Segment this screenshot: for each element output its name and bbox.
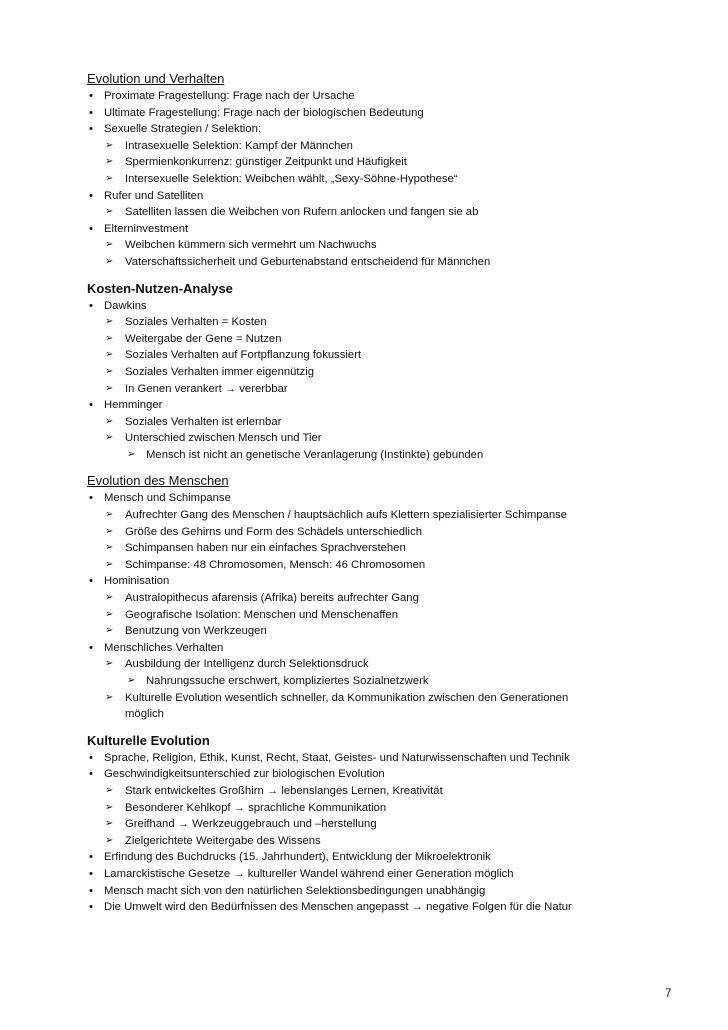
list-item <box>87 883 647 900</box>
list-item <box>87 381 647 398</box>
section-heading: Evolution und Verhalten <box>87 71 225 86</box>
arrow-bullet-icon: ➢ <box>105 525 114 537</box>
list-item <box>87 347 647 364</box>
list-item <box>87 414 647 431</box>
list-item-text: Elterninvestment <box>104 222 189 235</box>
list-item <box>87 783 647 800</box>
page-number: 7 <box>665 988 672 1000</box>
list-item <box>87 623 647 640</box>
list-item-text: Rufer und Satelliten <box>104 189 204 202</box>
list-item <box>87 849 647 866</box>
list-item-text: Größe des Gehirns und Form des Schädels unterschiedlich <box>125 525 423 538</box>
arrow-bullet-icon: ➢ <box>105 316 114 328</box>
list-item <box>87 800 647 817</box>
list-item-text: Satelliten lassen die Weibchen von Rufern anlocken und fangen sie ab <box>125 206 479 219</box>
list-item-text: Nahrungssuche erschwert, kompliziertes Sozialnetzwerk <box>146 675 429 687</box>
section-heading: Kosten-Nutzen-Analyse <box>87 280 233 296</box>
bullet-icon: • <box>89 189 93 202</box>
list-item-text: Greifhand → Werkzeuggebrauch und –herstellung <box>125 818 377 831</box>
bullet-icon: • <box>89 884 93 897</box>
bullet-icon: • <box>89 90 93 102</box>
list-item-text: Soziales Verhalten ist erlernbar <box>125 415 282 428</box>
arrow-bullet-icon: ➢ <box>105 834 114 846</box>
arrow-bullet-icon: ➢ <box>105 239 114 251</box>
list-item <box>87 138 647 155</box>
list-item-text: Ausbildung der Intelligenz durch Selektionsdruck <box>125 658 369 671</box>
list-item <box>87 447 647 464</box>
bullet-icon: • <box>89 867 93 880</box>
bullet-icon: • <box>89 751 93 764</box>
list-item <box>87 105 647 122</box>
list-item <box>87 899 647 916</box>
list-item <box>87 331 647 348</box>
list-item-text: Menschliches Verhalten <box>104 641 224 654</box>
list-item-text: Intersexuelle Selektion: Weibchen wählt, „Sexy-Söhne-Hypothese“ <box>125 172 458 185</box>
arrow-bullet-icon: ➢ <box>105 592 114 604</box>
arrow-bullet-icon: ➢ <box>105 658 114 670</box>
list-item-text: Aufrechter Gang des Menschen / hauptsächlich aufs Klettern spezialisierter Schimpanse <box>125 509 568 522</box>
section <box>87 70 647 271</box>
list-item <box>87 154 647 171</box>
list-item <box>87 188 647 205</box>
arrow-bullet-icon: ➢ <box>127 675 136 686</box>
list-item <box>87 540 647 557</box>
arrow-bullet-icon: ➢ <box>105 206 114 218</box>
list-item <box>87 816 647 833</box>
arrow-bullet-icon: ➢ <box>105 365 114 377</box>
list-item-text: Soziales Verhalten immer eigennützig <box>125 365 315 378</box>
section-heading: Kulturelle Evolution <box>87 732 210 748</box>
section <box>87 472 647 722</box>
list-item-text: Zielgerichtete Weitergabe des Wissens <box>125 834 321 847</box>
list-item-text: Kulturelle Evolution wesentlich schneller, da Kommunikation zwischen den Generationen <box>125 691 569 704</box>
list-item-text: Hominisation <box>104 575 170 588</box>
list-item <box>87 364 647 381</box>
list-item <box>87 204 647 221</box>
list-item-text: Erfindung des Buchdrucks (15. Jahrhundert), Entwicklung der Mikroelektronik <box>104 851 491 864</box>
list-item <box>87 507 647 524</box>
arrow-bullet-icon: ➢ <box>105 691 114 703</box>
section <box>87 732 647 916</box>
list-item-text: Lamarckistische Gesetze → kultureller Wandel während einer Generation möglich <box>104 867 514 880</box>
list-item-text: Sprache, Religion, Ethik, Kunst, Recht, Staat, Geistes- und Naturwissenschaften und Technik <box>104 751 570 764</box>
arrow-bullet-icon: ➢ <box>105 801 114 813</box>
arrow-bullet-icon: ➢ <box>105 608 114 620</box>
list-item <box>87 607 647 624</box>
bullet-icon: • <box>89 575 93 588</box>
list-item-text: Australopithecus afarensis (Afrika) bereits aufrechter Gang <box>125 592 419 605</box>
arrow-bullet-icon: ➢ <box>127 448 136 460</box>
list-item <box>87 866 647 883</box>
list-item <box>87 121 647 138</box>
bullet-icon: • <box>89 299 93 312</box>
list-item <box>87 88 647 105</box>
list-item-text: Spermienkonkurrenz: günstiger Zeitpunkt und Häufigkeit <box>125 156 407 169</box>
list-item <box>87 573 647 590</box>
list-item <box>87 673 647 690</box>
list-item <box>87 766 647 783</box>
arrow-bullet-icon: ➢ <box>105 332 114 344</box>
list-item <box>87 656 647 673</box>
bullet-icon: • <box>89 851 93 864</box>
list-item-text: Geografische Isolation: Menschen und Menschenaffen <box>125 608 398 621</box>
list-item-text: Dawkins <box>104 299 147 312</box>
list-item-text: Mensch und Schimpanse <box>104 492 231 505</box>
arrow-bullet-icon: ➢ <box>105 156 114 168</box>
list-item <box>87 254 647 271</box>
arrow-bullet-icon: ➢ <box>105 432 114 444</box>
arrow-bullet-icon: ➢ <box>105 139 114 151</box>
list-item-text: Weibchen kümmern sich vermehrt um Nachwuchs <box>125 239 377 252</box>
arrow-bullet-icon: ➢ <box>105 255 114 267</box>
list-item-text: Die Umwelt wird den Bedürfnissen des Menschen angepasst → negative Folgen für die Natur <box>104 901 572 914</box>
bullet-icon: • <box>89 901 93 914</box>
bullet-icon: • <box>89 222 93 235</box>
list-item <box>87 690 647 723</box>
list-item <box>87 524 647 541</box>
list-item-text: Schimpanse: 48 Chromosomen, Mensch: 46 Chromosomen <box>125 558 426 571</box>
arrow-bullet-icon: ➢ <box>105 382 114 394</box>
arrow-bullet-icon: ➢ <box>105 415 114 427</box>
arrow-bullet-icon: ➢ <box>105 172 114 184</box>
list-item <box>87 298 647 315</box>
list-item-text: Besonderer Kehlkopf → sprachliche Kommunikation <box>125 801 387 814</box>
section-heading: Evolution des Menschen <box>87 473 229 489</box>
list-item <box>87 430 647 447</box>
list-item-text: Mensch ist nicht an genetische Veranlagerung (Instinkte) gebunden <box>146 448 484 461</box>
list-item-text: In Genen verankert → vererbbar <box>125 382 288 395</box>
list-item-text: Mensch macht sich von den natürlichen Selektionsbedingungen unabhängig <box>104 884 486 897</box>
list-item-text: Vaterschaftssicherheit und Geburtenabstand entscheidend für Männchen <box>125 255 491 268</box>
list-item-text: Proximate Fragestellung: Frage nach der Ursache <box>104 90 355 102</box>
arrow-bullet-icon: ➢ <box>105 349 114 361</box>
arrow-bullet-icon: ➢ <box>105 509 114 521</box>
list-item-text: Benutzung von Werkzeugen <box>125 625 267 638</box>
list-item-continuation: möglich <box>125 708 164 721</box>
bullet-icon: • <box>89 399 93 412</box>
bullet-list <box>87 88 647 271</box>
list-item <box>87 590 647 607</box>
list-item <box>87 750 647 767</box>
list-item <box>87 397 647 414</box>
list-item-text: Schimpansen haben nur ein einfaches Sprachverstehen <box>125 542 406 555</box>
list-item <box>87 490 647 507</box>
bullet-icon: • <box>89 641 93 654</box>
list-item <box>87 314 647 331</box>
list-item-text: Soziales Verhalten auf Fortpflanzung fokussiert <box>125 349 362 362</box>
list-item-text: Hemminger <box>104 399 163 412</box>
bullet-list <box>87 750 647 916</box>
list-item-text: Geschwindigkeitsunterschied zur biologischen Evolution <box>104 768 385 781</box>
list-item <box>87 171 647 188</box>
list-item-text: Intrasexuelle Selektion: Kampf der Männchen <box>125 139 353 152</box>
list-item-text: Stark entwickeltes Großhirn → lebenslanges Lernen, Kreativität <box>125 784 443 797</box>
bullet-icon: • <box>89 123 93 136</box>
list-item <box>87 221 647 238</box>
document-page <box>87 70 647 925</box>
list-item-text: Ultimate Fragestellung: Frage nach der biologischen Bedeutung <box>104 106 424 119</box>
bullet-icon: • <box>89 492 93 505</box>
list-item <box>87 640 647 657</box>
bullet-icon: • <box>89 106 93 119</box>
list-item-text: Soziales Verhalten = Kosten <box>125 316 267 329</box>
arrow-bullet-icon: ➢ <box>105 784 114 796</box>
bullet-icon: • <box>89 768 93 781</box>
arrow-bullet-icon: ➢ <box>105 625 114 637</box>
list-item-text: Unterschied zwischen Mensch und Tier <box>125 432 322 445</box>
section <box>87 280 647 464</box>
list-item-text: Weitergabe der Gene = Nutzen <box>125 332 282 345</box>
list-item <box>87 833 647 850</box>
bullet-list <box>87 490 647 722</box>
list-item-text: Sexuelle Strategien / Selektion: <box>104 123 261 136</box>
arrow-bullet-icon: ➢ <box>105 542 114 554</box>
list-item <box>87 557 647 574</box>
arrow-bullet-icon: ➢ <box>105 558 114 570</box>
arrow-bullet-icon: ➢ <box>105 818 114 830</box>
bullet-list <box>87 298 647 464</box>
list-item <box>87 237 647 254</box>
